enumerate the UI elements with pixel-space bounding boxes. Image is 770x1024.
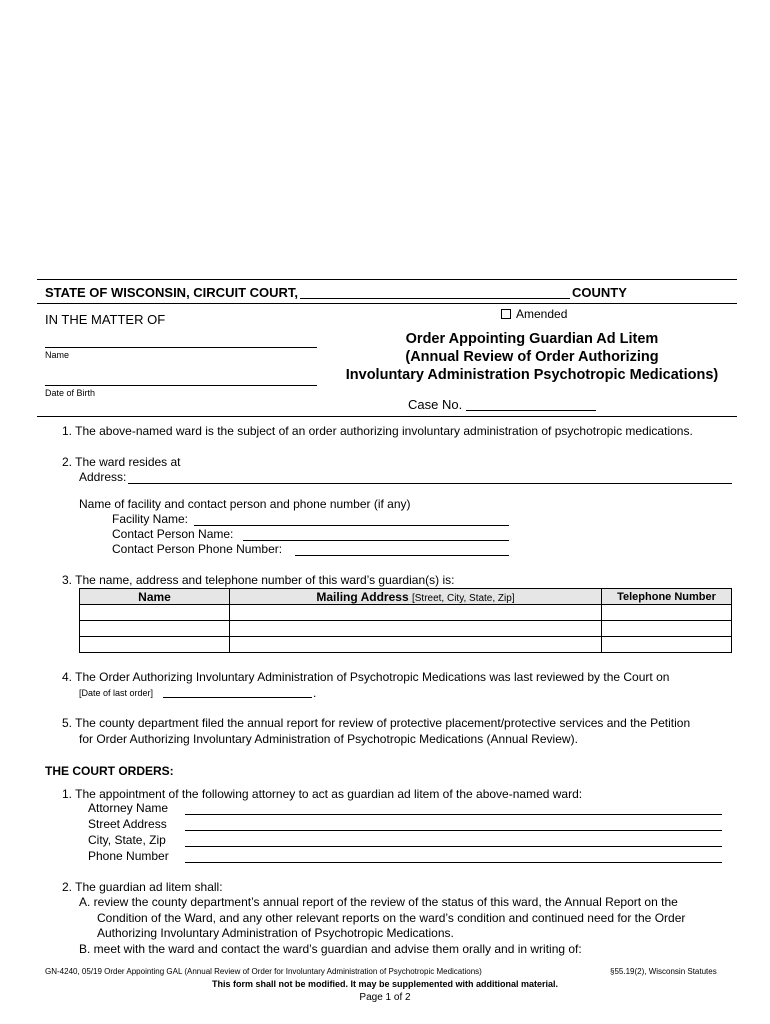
order-2a-line-2: Condition of the Ward, and any other relevant reports on the ward’s condition and continued need for the Order <box>97 911 686 925</box>
col-phone: Telephone Number <box>602 589 732 605</box>
form-title-line-3: Involuntary Administration Psychotropic Medications) <box>345 367 719 383</box>
form-title-line-1: Order Appointing Guardian Ad Litem <box>405 331 659 347</box>
address-label: Address: <box>79 470 127 484</box>
item-1: 1. The above-named ward is the subject of an order authorizing involuntary administration of psychotropic medications. <box>62 424 693 438</box>
matter-of-label: IN THE MATTER OF <box>45 312 166 327</box>
attorney-name-label: Attorney Name <box>88 801 169 815</box>
attorney-name-field[interactable] <box>185 814 722 815</box>
date-last-order-field[interactable] <box>163 697 312 698</box>
date-period: . <box>313 686 317 700</box>
caption-rule <box>37 416 737 417</box>
name-field[interactable] <box>45 347 317 348</box>
city-state-zip-label: City, State, Zip <box>88 833 166 847</box>
guardian-phone-cell[interactable] <box>602 621 732 637</box>
top-rule <box>37 279 737 280</box>
guardian-phone-cell[interactable] <box>602 605 732 621</box>
order-2b-line-1: B. meet with the ward and contact the ward’s guardian and advise them orally and in writing of: <box>79 942 582 956</box>
order-2: 2. The guardian ad litem shall: <box>62 880 223 894</box>
phone-number-label: Phone Number <box>88 849 169 863</box>
facility-name-field[interactable] <box>194 525 509 526</box>
street-address-label: Street Address <box>88 817 167 831</box>
facility-name-label: Facility Name: <box>112 512 189 526</box>
guardian-name-cell[interactable] <box>80 605 230 621</box>
form-title-line-2: (Annual Review of Order Authorizing <box>405 349 659 365</box>
dob-field[interactable] <box>45 385 317 386</box>
order-1: 1. The appointment of the following attorney to act as guardian ad litem of the above-named ward: <box>62 787 583 801</box>
date-last-order-label: [Date of last order] <box>79 688 154 698</box>
guardian-address-cell[interactable] <box>230 621 602 637</box>
dob-label: Date of Birth <box>45 388 96 398</box>
case-no-label: Case No. <box>408 397 463 412</box>
item-3: 3. The name, address and telephone number of this ward’s guardian(s) is: <box>62 573 455 587</box>
guardian-name-cell[interactable] <box>80 621 230 637</box>
guardian-table-header <box>80 589 732 605</box>
guardian-name-cell[interactable] <box>80 637 230 653</box>
order-2a-line-3: Authorizing Involuntary Administration of Psychotropic Medications. <box>97 926 454 940</box>
header-rule <box>37 303 737 304</box>
table-row <box>80 605 732 621</box>
order-2a-line-1: A. review the county department’s annual report of the review of the status of this ward, the Annual Report on the <box>79 895 678 909</box>
guardian-phone-cell[interactable] <box>602 637 732 653</box>
case-no-field[interactable] <box>466 410 596 411</box>
address-field[interactable] <box>128 483 732 484</box>
city-state-zip-field[interactable] <box>185 846 722 847</box>
col-address: Mailing Address [Street, City, State, Zip] <box>230 589 602 605</box>
contact-name-label: Contact Person Name: <box>112 527 234 541</box>
guardian-address-cell[interactable] <box>230 637 602 653</box>
item-5-line-2: for Order Authorizing Involuntary Administration of Psychotropic Medications (Annual Review). <box>79 732 578 746</box>
guardian-address-cell[interactable] <box>230 605 602 621</box>
table-row <box>80 621 732 637</box>
footer-statute: §55.19(2), Wisconsin Statutes <box>610 967 717 976</box>
contact-phone-field[interactable] <box>295 555 509 556</box>
footer-form-id: GN-4240, 05/19 Order Appointing GAL (Annual Review of Order for Involuntary Administration of Psychotropic Medications) <box>45 967 482 976</box>
street-address-field[interactable] <box>185 830 722 831</box>
item-4: 4. The Order Authorizing Involuntary Administration of Psychotropic Medications was last reviewed by the Court on <box>62 670 670 684</box>
court-orders-heading: THE COURT ORDERS: <box>45 764 174 778</box>
item-2: 2. The ward resides at <box>62 455 181 469</box>
facility-intro: Name of facility and contact person and phone number (if any) <box>79 497 411 511</box>
contact-phone-label: Contact Person Phone Number: <box>112 542 283 556</box>
court-line: STATE OF WISCONSIN, CIRCUIT COURT, <box>45 285 299 300</box>
phone-number-field[interactable] <box>185 862 722 863</box>
footer-page-number: Page 1 of 2 <box>359 992 411 1003</box>
name-label: Name <box>45 350 70 360</box>
contact-name-field[interactable] <box>243 540 509 541</box>
guardian-table <box>79 588 732 653</box>
amended-label: Amended <box>516 307 568 321</box>
county-label: COUNTY <box>572 285 627 300</box>
footer-notice: This form shall not be modified. It may be supplemented with additional material. <box>211 979 559 989</box>
item-5-line-1: 5. The county department filed the annual report for review of protective placement/protective services and the Petition <box>62 716 691 730</box>
amended-checkbox[interactable] <box>501 309 511 319</box>
county-field[interactable] <box>300 298 570 299</box>
table-row <box>80 637 732 653</box>
col-name: Name <box>80 589 230 605</box>
